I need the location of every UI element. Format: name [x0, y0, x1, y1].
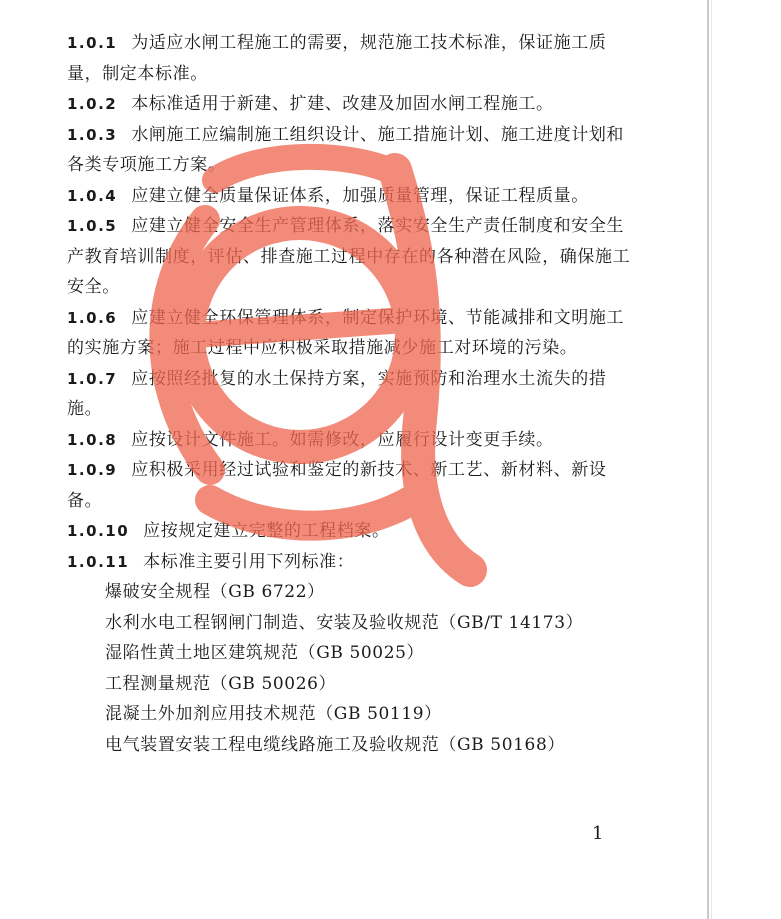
- clause-text: 水闸施工应编制施工组织设计、施工措施计划、施工进度计划和各类专项施工方案。: [67, 124, 625, 175]
- clause-text: 为适应水闸工程施工的需要，规范施工技术标准，保证施工质量，制定本标准。: [67, 33, 607, 84]
- clause-1-0-2: [67, 89, 637, 120]
- clause-text: 应建立健全环保管理体系，制定保护环境、节能减排和文明施工的实施方案；施工过程中应积极采取措施减少施工对环境的污染。: [67, 307, 625, 358]
- clause-text: 本标准主要引用下列标准：: [143, 551, 355, 572]
- clause-text: 应按设计文件施工。如需修改，应履行设计变更手续。: [131, 429, 554, 450]
- clause-number: 1.0.9: [67, 461, 118, 479]
- clause-1-0-1: [67, 28, 637, 89]
- clause-text: 应按规定建立完整的工程档案。: [143, 521, 390, 541]
- reference-item: 工程测量规范（GB 50026）: [105, 673, 337, 694]
- page-edge-shadow: [707, 0, 709, 919]
- clause-1-0-4: [67, 181, 637, 212]
- clause-1-0-7: [67, 364, 637, 425]
- page-edge-shadow-secondary: [711, 0, 712, 919]
- clause-1-0-10: [67, 516, 637, 547]
- clause-number: 1.0.2: [67, 95, 118, 113]
- clause-text: 应积极采用经过试验和鉴定的新技术、新工艺、新材料、新设备。: [67, 460, 607, 511]
- clause-number: 1.0.5: [67, 217, 118, 235]
- clause-text: 本标准适用于新建、扩建、改建及加固水闸工程施工。: [131, 94, 554, 114]
- reference-list: [67, 577, 637, 760]
- clause-text: 应建立健全质量保证体系，加强质量管理，保证工程质量。: [131, 185, 589, 206]
- clause-number: 1.0.6: [67, 308, 118, 327]
- clause-1-0-6: [67, 303, 637, 364]
- reference-item: 混凝土外加剂应用技术规范（GB 50119）: [105, 704, 442, 724]
- reference-item: 湿陷性黄土地区建筑规范（GB 50025）: [105, 643, 425, 663]
- page-number: 1: [592, 823, 604, 844]
- clause-1-0-11: [67, 547, 637, 578]
- reference-item: 爆破安全规程（GB 6722）: [105, 582, 325, 602]
- clause-number: 1.0.8: [67, 430, 118, 449]
- clause-number: 1.0.10: [67, 522, 130, 540]
- clause-text: 应建立健全安全生产管理体系，落实安全生产责任制度和安全生产教育培训制度，评估、排查施工过程中存在的各种潜在风险，确保施工安全。: [67, 216, 631, 297]
- clause-number: 1.0.3: [67, 125, 118, 144]
- reference-item: 水利水电工程钢闸门制造、安装及验收规范（GB/T 14173）: [105, 612, 584, 633]
- clause-1-0-3: [67, 120, 637, 181]
- clause-1-0-8: [67, 425, 637, 456]
- clause-1-0-9: [67, 455, 637, 516]
- clause-number: 1.0.7: [67, 369, 118, 388]
- clause-number: 1.0.4: [67, 186, 118, 205]
- clause-number: 1.0.1: [67, 34, 118, 52]
- reference-item: 电气装置安装工程电缆线路施工及验收规范（GB 50168）: [105, 734, 565, 755]
- clause-text: 应按照经批复的水土保持方案，实施预防和治理水土流失的措施。: [67, 368, 607, 419]
- clause-1-0-5: [67, 211, 637, 303]
- clause-number: 1.0.11: [67, 552, 130, 571]
- standard-body: [67, 28, 637, 760]
